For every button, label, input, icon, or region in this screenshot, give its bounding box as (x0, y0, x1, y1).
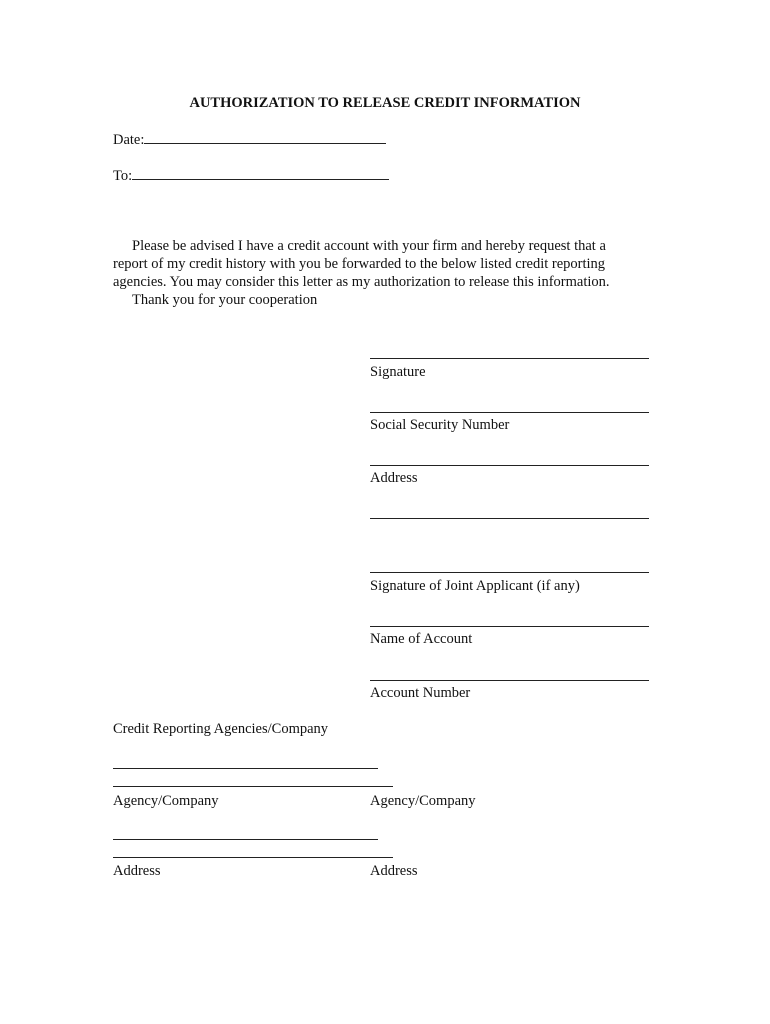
to-row (113, 166, 389, 185)
account-name-line[interactable] (370, 626, 649, 627)
left-address-line[interactable] (113, 839, 378, 840)
date-field[interactable] (144, 130, 386, 144)
letter-line-2: report of my credit history with you be forwarded to the below listed credit reporting (113, 256, 606, 272)
ssn-label: Social Security Number (370, 417, 510, 433)
agencies-heading: Credit Reporting Agencies/Company (113, 721, 329, 737)
account-name-label: Name of Account (370, 631, 473, 647)
signature-line[interactable] (370, 358, 649, 359)
left-agency-line[interactable] (113, 768, 378, 769)
address-label: Address (370, 470, 418, 486)
ssn-line[interactable] (370, 412, 649, 413)
right-address-line[interactable] (113, 857, 393, 858)
joint-signature-label: Signature of Joint Applicant (if any) (370, 578, 580, 594)
left-address-label: Address (113, 863, 161, 879)
right-agency-label: Agency/Company (370, 793, 476, 809)
right-agency-line[interactable] (113, 786, 393, 787)
account-number-line[interactable] (370, 680, 649, 681)
letter-line-4: Thank you for your cooperation (132, 292, 318, 308)
letter-line-3: agencies. You may consider this letter as my authorization to release this information. (113, 274, 610, 290)
signature-label: Signature (370, 364, 426, 380)
address-line-2[interactable] (370, 518, 649, 519)
account-number-label: Account Number (370, 685, 471, 701)
date-row (113, 130, 386, 149)
address-line-1[interactable] (370, 465, 649, 466)
right-address-label: Address (370, 863, 418, 879)
to-field[interactable] (132, 166, 389, 180)
joint-signature-line[interactable] (370, 572, 649, 573)
letter-line-1: Please be advised I have a credit account with your firm and hereby request that a (132, 238, 606, 254)
to-label: To: (113, 168, 133, 184)
date-label: Date: (113, 132, 145, 148)
document-title: AUTHORIZATION TO RELEASE CREDIT INFORMATION (189, 95, 581, 111)
left-agency-label: Agency/Company (113, 793, 219, 809)
